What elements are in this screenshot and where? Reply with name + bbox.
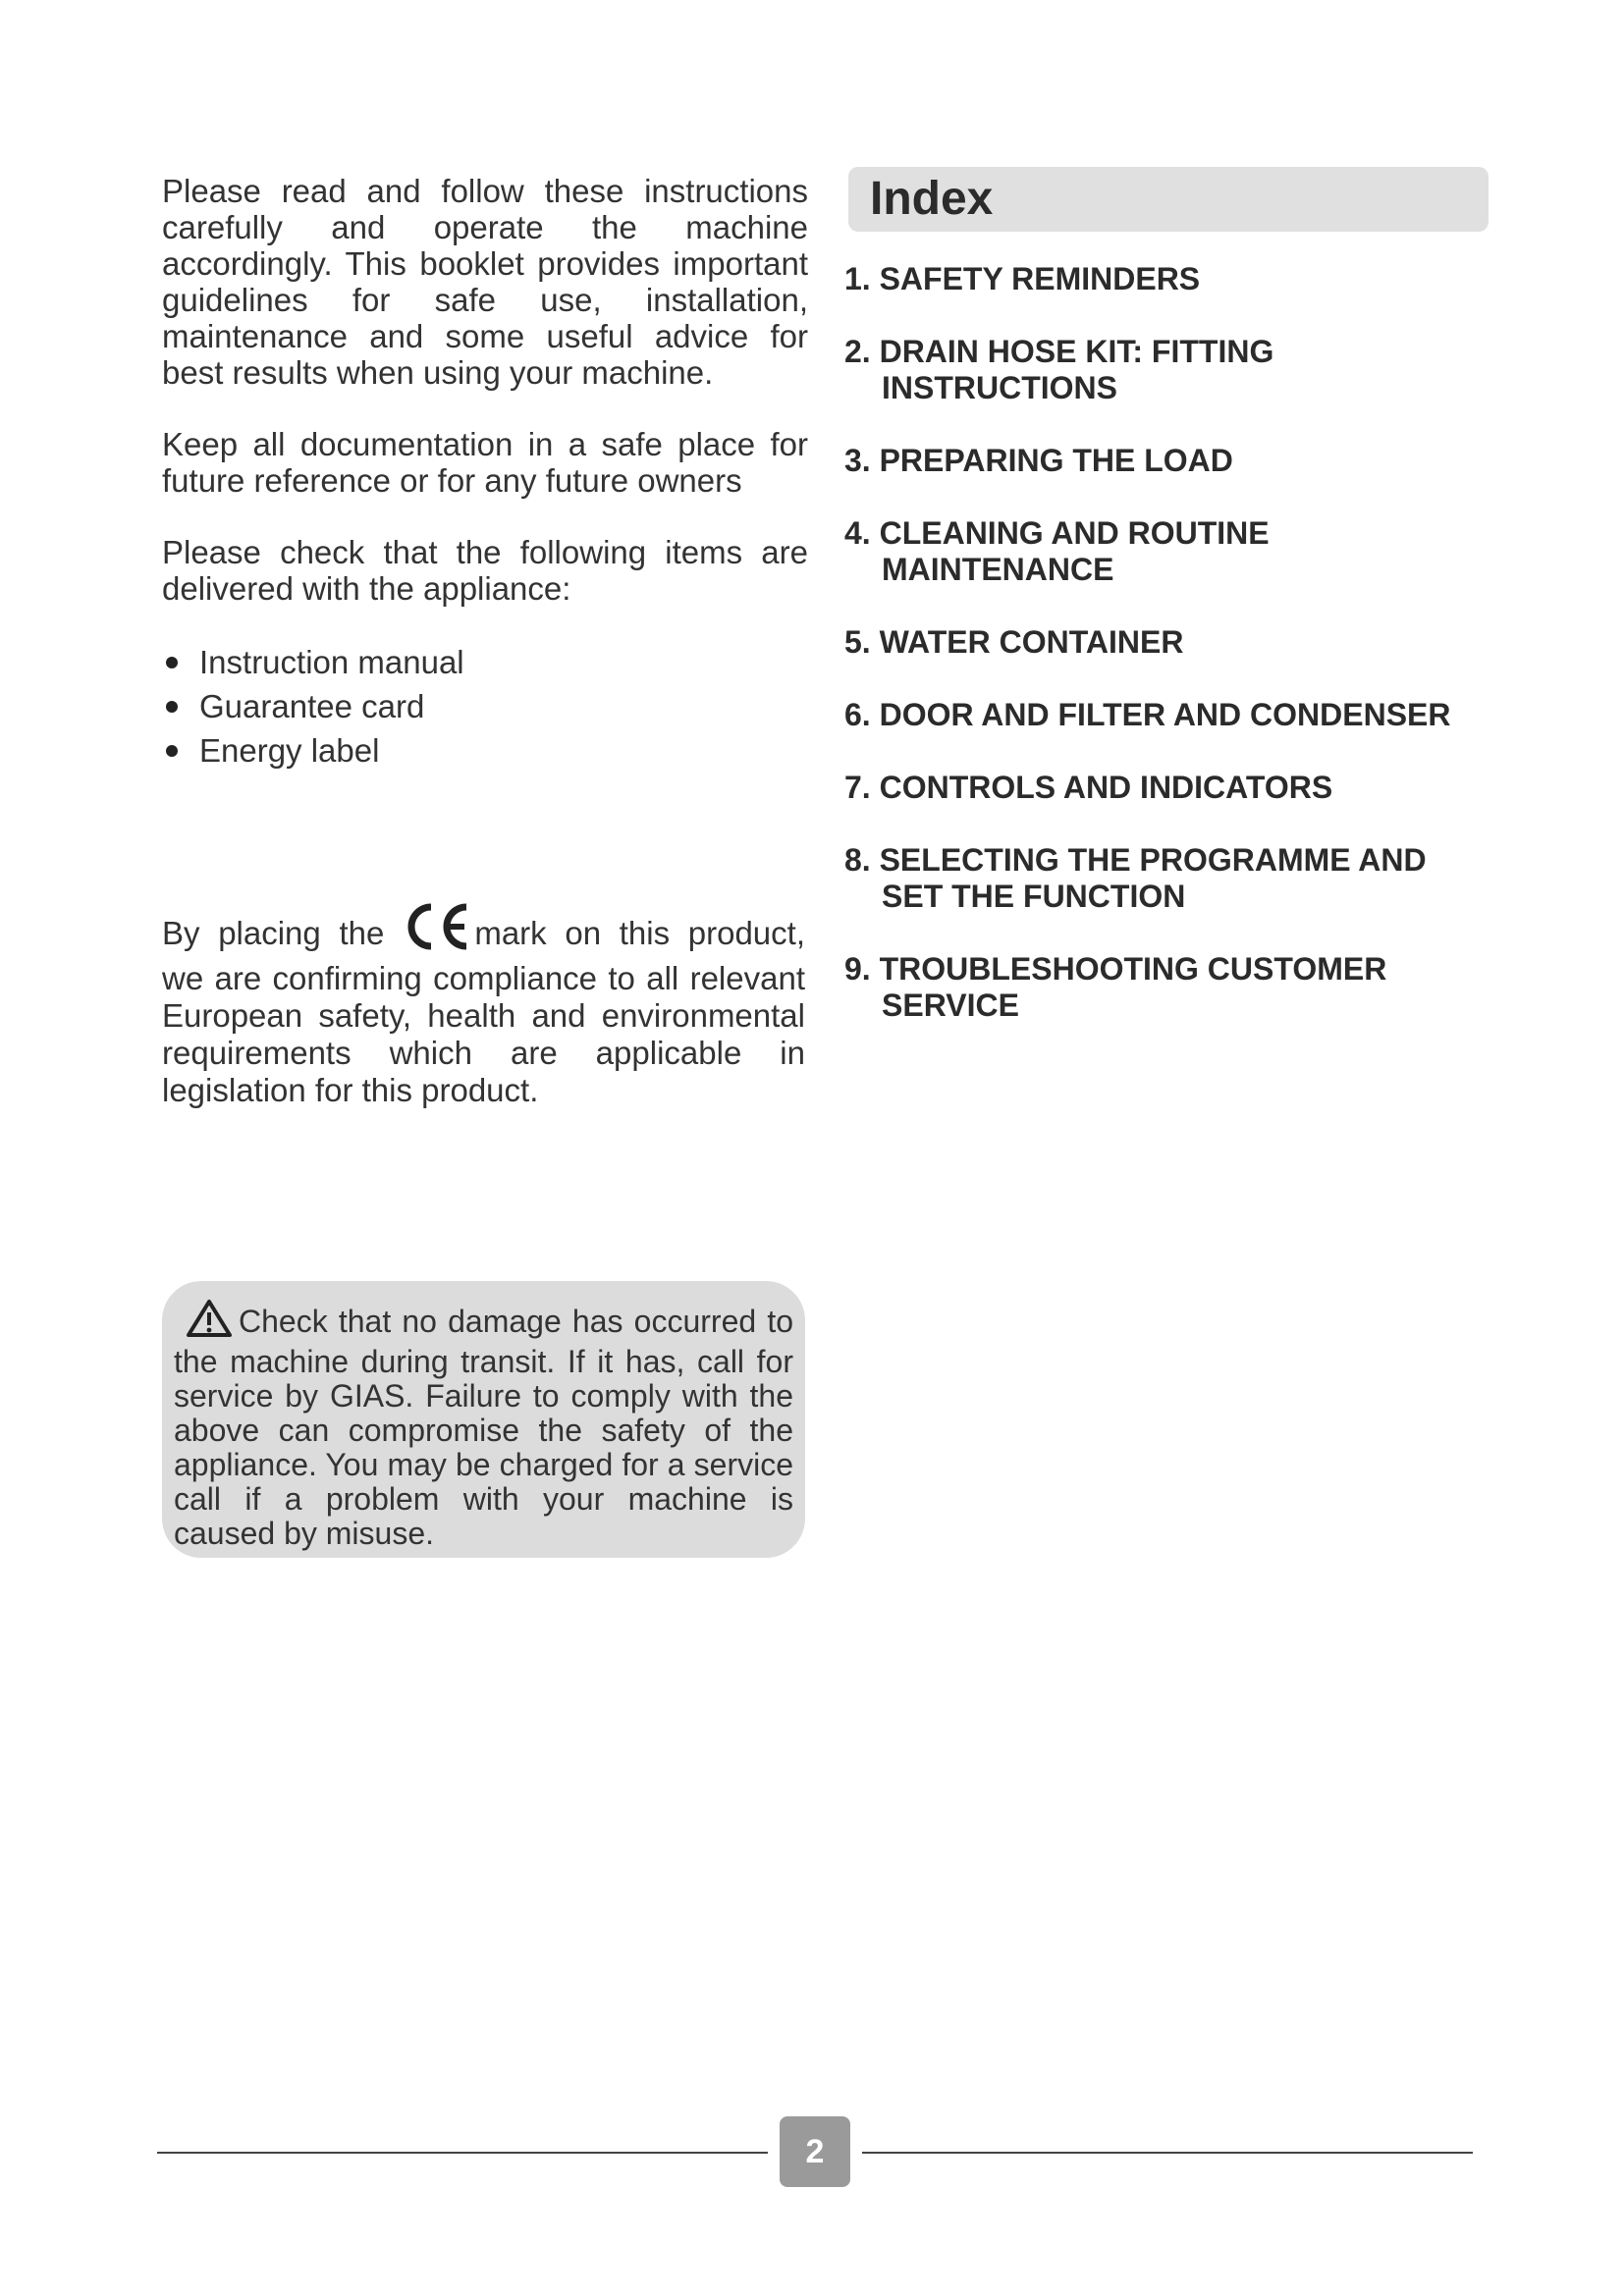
- index-entry-6[interactable]: [844, 697, 1512, 733]
- index-entry-label-continued: SET THE FUNCTION: [882, 879, 1186, 914]
- intro-section: [162, 173, 808, 773]
- index-entry-label: 9. TROUBLESHOOTING CUSTOMER: [844, 951, 1387, 987]
- index-entry-5[interactable]: [844, 624, 1512, 661]
- intro-paragraph-1: Please read and follow these instructions carefully and operate the machine accordingly. This booklet provides important guidelines for safe use, installation, maintenance and some useful advice for best results when using your machine.: [162, 173, 808, 391]
- list-item: [162, 684, 808, 728]
- bullet-icon: [166, 701, 178, 713]
- index-entry-label: 8. SELECTING THE PROGRAMME AND: [844, 842, 1427, 878]
- index-entry-2[interactable]: [844, 334, 1512, 406]
- index-entry-label-continued: MAINTENANCE: [882, 552, 1114, 587]
- index-list: [844, 261, 1512, 1024]
- bullet-icon: [166, 657, 178, 668]
- intro-paragraph-2: Keep all documentation in a safe place for future reference or for any future owners: [162, 426, 808, 499]
- list-item: [162, 728, 808, 773]
- list-item-text: Energy label: [199, 732, 380, 769]
- ce-text-before: By placing the: [162, 915, 385, 951]
- intro-paragraph-3: Please check that the following items are delivered with the appliance:: [162, 534, 808, 607]
- ce-text-after: mark on this product, we are confirming compliance to all relevant European safety, health and environmental requirements which are applicable in legislation for this product.: [162, 915, 805, 1108]
- index-entry-8[interactable]: [844, 842, 1512, 915]
- list-item: [162, 640, 808, 684]
- ce-mark-icon: [402, 901, 470, 960]
- footer-rule-left: [157, 2152, 768, 2154]
- delivered-items-list: [162, 640, 808, 773]
- footer-rule-right: [862, 2152, 1473, 2154]
- warning-text: Check that no damage has occurred to the machine during transit. If it has, call for service by GIAS. Failure to comply with the above can compromise the safety of the appliance. You may be charged for a service call if a problem with your machine is caused by misuse.: [174, 1304, 793, 1551]
- index-entry-9[interactable]: [844, 951, 1512, 1024]
- warning-triangle-icon: [186, 1299, 233, 1345]
- index-title: Index: [848, 167, 1489, 232]
- page-number-badge: 2: [780, 2116, 850, 2187]
- index-entry-label-continued: INSTRUCTIONS: [882, 370, 1117, 405]
- list-item-text: Guarantee card: [199, 688, 425, 724]
- index-entry-label: 4. CLEANING AND ROUTINE: [844, 515, 1270, 551]
- transit-warning-box: [162, 1281, 805, 1558]
- index-entry-label: 5. WATER CONTAINER: [844, 624, 1184, 660]
- index-entry-label: 2. DRAIN HOSE KIT: FITTING: [844, 334, 1274, 369]
- index-entry-4[interactable]: [844, 515, 1512, 588]
- bullet-icon: [166, 745, 178, 757]
- index-entry-1[interactable]: [844, 261, 1512, 297]
- ce-compliance-paragraph: [162, 901, 805, 1109]
- list-item-text: Instruction manual: [199, 644, 464, 680]
- index-entry-label: 1. SAFETY REMINDERS: [844, 261, 1201, 296]
- index-entry-3[interactable]: [844, 443, 1512, 479]
- index-entry-label-continued: SERVICE: [882, 988, 1019, 1023]
- index-entry-label: 7. CONTROLS AND INDICATORS: [844, 770, 1333, 805]
- index-entry-7[interactable]: [844, 770, 1512, 806]
- index-entry-label: 3. PREPARING THE LOAD: [844, 443, 1233, 478]
- index-entry-label: 6. DOOR AND FILTER AND CONDENSER: [844, 697, 1451, 732]
